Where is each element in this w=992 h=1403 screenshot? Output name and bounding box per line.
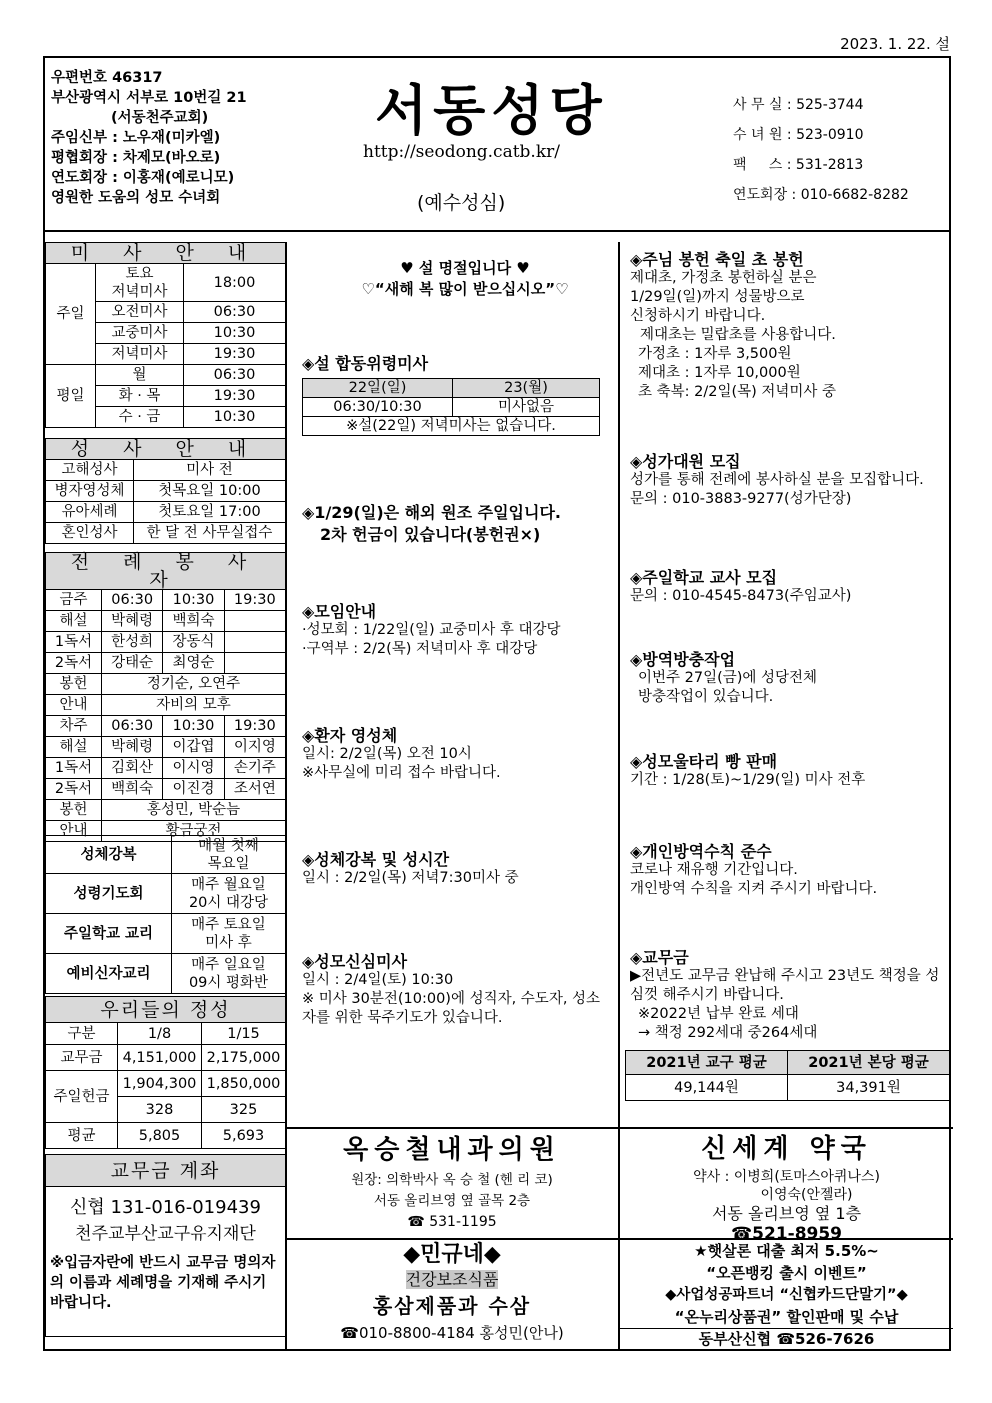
joint-cell: 06:30/10:30 — [303, 398, 453, 417]
sat-time: 18:00 — [184, 264, 286, 302]
srv-cell — [224, 632, 285, 653]
offering-cell: 4,151,000 — [118, 1045, 202, 1071]
account-box — [45, 1154, 286, 1337]
srv-cell: 봉헌 — [46, 800, 102, 821]
confession-time: 미사 전 — [134, 460, 286, 481]
tithe-average-table — [625, 1050, 950, 1101]
joint-head: 23(월) — [453, 379, 600, 398]
joint-memorial-title: ◈설 합동위령미사 — [302, 354, 429, 373]
office-phone: 사 무 실 : 525-3744 — [733, 97, 864, 113]
offering-cell: 5,693 — [202, 1123, 286, 1149]
meeting-section — [300, 602, 630, 659]
sick-line: 일시: 2/2일(목) 오전 10시 — [302, 746, 472, 762]
wed-time: 10:30 — [184, 407, 286, 428]
clinic-phone: ☎ 531-1195 — [407, 1214, 497, 1230]
teacher-line: 문의 : 010-4545-8473(주임교사) — [630, 588, 852, 604]
marriage-time: 한 달 전 사무실접수 — [134, 523, 286, 544]
sick-line: ※사무실에 미리 접수 바랍니다. — [302, 765, 501, 781]
srv-cell: 2독서 — [46, 779, 102, 800]
marriage: 혼인성사 — [46, 523, 134, 544]
mass-table — [45, 242, 286, 428]
candle-line: 초 축복: 2/2일(목) 저녁미사 중 — [638, 384, 837, 400]
joint-head: 22일(일) — [303, 379, 453, 398]
srv-cell: 조서연 — [224, 779, 285, 800]
srv-cell: 10:30 — [163, 590, 224, 611]
marian-line: 일시 : 2/4일(토) 10:30 — [302, 972, 454, 988]
srv-cell: 백희숙 — [163, 611, 224, 632]
srv-cell: 장동식 — [163, 632, 224, 653]
sacrament-table — [45, 438, 286, 544]
offering-cell: 5,805 — [118, 1123, 202, 1149]
event-time: 매주 토요일 미사 후 — [172, 914, 286, 954]
event-name: 성체강복 — [46, 836, 172, 874]
pastor: 주임신부 : 노우재(미카엘) — [51, 130, 221, 146]
sick-communion-section — [300, 726, 630, 783]
srv-cell: 10:30 — [163, 716, 224, 737]
event-time: 매월 첫째 목요일 — [172, 836, 286, 874]
pharmacy-line: 약사 : 이병희(토마스아퀴나스) — [693, 1169, 880, 1185]
mass-title: 미 사 안 내 — [46, 243, 286, 264]
choir-section — [630, 452, 953, 509]
wed-mass: 수 · 금 — [96, 407, 184, 428]
srv-cell: 백희숙 — [102, 779, 163, 800]
srv-cell — [224, 653, 285, 674]
offering-cell: 328 — [118, 1097, 202, 1123]
joint-memorial-table — [302, 378, 600, 436]
srv-cell: 자비의 모후 — [102, 695, 286, 716]
candle-line: 가정초 : 1자루 3,500원 — [638, 346, 792, 362]
clinic-doctor: 원장: 의학박사 옥 승 철 (헨 리 코) — [351, 1172, 553, 1188]
event-time: 매주 일요일 09시 평화반 — [172, 954, 286, 994]
offering-cell: 교무금 — [46, 1045, 118, 1071]
account-number: 신협 131-016-019439 — [70, 1197, 261, 1218]
covid-section — [630, 842, 953, 899]
sick-communion: 병자영성체 — [46, 481, 134, 502]
morning-time: 06:30 — [184, 302, 286, 323]
srv-cell: 김회산 — [102, 758, 163, 779]
contact-list — [733, 90, 909, 210]
srv-cell: 06:30 — [102, 716, 163, 737]
candle-line: 신청하시기 바랍니다. — [630, 308, 766, 324]
srv-cell: 안내 — [46, 821, 102, 842]
greeting-line: ♥ 설 명절입니다 ♥ — [400, 259, 530, 277]
candle-line: 1/29일(일)까지 성물방으로 — [630, 289, 805, 305]
srv-cell: 이시영 — [163, 758, 224, 779]
church-info — [51, 68, 247, 208]
srv-cell: 황금궁전 — [102, 821, 286, 842]
minkyune-phone: ☎010-8800-4184 홍성민(안나) — [340, 1324, 564, 1342]
srv-cell: 해설 — [46, 611, 102, 632]
greeting-line: ♡“새해 복 많이 받으십시오”♡ — [361, 280, 569, 298]
srv-cell: 홍성민, 박순늠 — [102, 800, 286, 821]
bread-title: ◈성모울타리 빵 판매 — [630, 752, 778, 771]
adoration-title: ◈성체강복 및 성시간 — [302, 850, 450, 869]
marian-mass-section — [300, 952, 630, 1028]
candle-line: 제대초 : 1자루 10,000원 — [638, 365, 801, 381]
srv-cell: 정기순, 오연주 — [102, 674, 286, 695]
tithe-line: → 책정 292세대 중264세대 — [638, 1025, 818, 1041]
adoration-section — [300, 850, 630, 888]
pest-line: 방충작업이 있습니다. — [638, 689, 774, 705]
joint-note: ※설(22일) 저녁미사는 없습니다. — [303, 417, 600, 436]
credit-union-ad — [620, 1240, 953, 1349]
srv-cell: 강태순 — [102, 653, 163, 674]
main-mass: 교중미사 — [96, 323, 184, 344]
offering-head: 구분 — [46, 1023, 118, 1045]
sick-communion-time: 첫목요일 10:00 — [134, 481, 286, 502]
minkyune-tagline: 건강보조식품 — [405, 1270, 499, 1289]
bank-line: “온누리상품권” 할인판매 및 수납 — [674, 1308, 899, 1326]
overseas-notice — [300, 502, 630, 546]
event-name: 예비신자교리 — [46, 954, 172, 994]
greeting — [300, 258, 630, 300]
infant-baptism: 유아세례 — [46, 502, 134, 523]
pest-section — [630, 650, 953, 707]
candle-line: 제대초는 밀랍초를 사용합니다. — [640, 327, 836, 343]
srv-cell: 19:30 — [224, 590, 285, 611]
clinic-name: 옥승철내과의원 — [343, 1135, 561, 1165]
avg-head: 2021년 교구 평균 — [626, 1051, 788, 1075]
srv-cell: 1독서 — [46, 758, 102, 779]
srv-cell: 해설 — [46, 737, 102, 758]
avg-value: 34,391원 — [788, 1075, 950, 1101]
mon-mass: 월 — [96, 365, 184, 386]
srv-cell: 한성희 — [102, 632, 163, 653]
evening-time: 19:30 — [184, 344, 286, 365]
event-name: 성령기도회 — [46, 874, 172, 914]
srv-cell: 06:30 — [102, 590, 163, 611]
youth-phone: 연도회장 : 010-6682-8282 — [733, 187, 909, 203]
event-name: 주일학교 교리 — [46, 914, 172, 954]
main-time: 10:30 — [184, 323, 286, 344]
pharmacy-line: 이영숙(안젤라) — [760, 1187, 853, 1203]
next-week: 차주 — [46, 716, 102, 737]
srv-cell: 최영순 — [163, 653, 224, 674]
teacher-title: ◈주일학교 교사 모집 — [630, 568, 778, 587]
sat-mass: 토요 저녁미사 — [96, 264, 184, 302]
church-title: 서동성당 — [375, 78, 608, 142]
tue-mass: 화 · 목 — [96, 386, 184, 407]
confession: 고해성사 — [46, 460, 134, 481]
srv-cell: 이갑엽 — [163, 737, 224, 758]
offering-cell: 주일헌금 — [46, 1071, 118, 1123]
this-week: 금주 — [46, 590, 102, 611]
tue-time: 19:30 — [184, 386, 286, 407]
choir-line: 성가를 통해 전례에 봉사하실 분을 모집합니다. — [630, 472, 924, 488]
clinic-ad — [287, 1130, 617, 1233]
meeting-line: ·구역부 : 2/2(목) 저녁미사 후 대강당 — [302, 641, 538, 657]
postal-code: 우편번호 46317 — [51, 70, 163, 86]
avg-value: 49,144원 — [626, 1075, 788, 1101]
pest-line: 이번주 27일(금)에 성당전체 — [638, 670, 818, 686]
srv-cell: 1독서 — [46, 632, 102, 653]
offering-cell: 평균 — [46, 1123, 118, 1149]
fax: 팩 스 : 531-2813 — [733, 157, 864, 173]
events-table — [45, 835, 286, 994]
tithe-line: ▶전년도 교무금 완납해 주시고 23년도 책정을 성심껏 해주시기 바랍니다. — [630, 968, 940, 1003]
pest-title: ◈방역방충작업 — [630, 650, 736, 669]
bulletin-body — [43, 232, 951, 1351]
offering-cell: 2,175,000 — [202, 1045, 286, 1071]
bread-section — [630, 752, 953, 790]
joint-cell: 미사없음 — [453, 398, 600, 417]
church-url[interactable]: http://seodong.catb.kr/ — [363, 142, 560, 162]
bank-line: ★햇살론 대출 최저 5.5%~ — [694, 1242, 879, 1260]
issue-date: 2023. 1. 22. 설 — [840, 35, 950, 53]
bank-line: “오픈뱅킹 출시 이벤트” — [706, 1264, 867, 1282]
offering-head: 1/8 — [118, 1023, 202, 1045]
srv-cell: 이지영 — [224, 737, 285, 758]
church-alt-name: (서동천주교회) — [111, 110, 209, 126]
bank-contact: 동부산신협 ☎526-7626 — [620, 1328, 953, 1349]
srv-cell: 박혜령 — [102, 737, 163, 758]
morning-mass: 오전미사 — [96, 302, 184, 323]
account-title: 교무금 계좌 — [46, 1155, 286, 1187]
srv-cell: 이진경 — [163, 779, 224, 800]
pharmacy-phone: ☎521-8959 — [730, 1224, 843, 1244]
mon-time: 06:30 — [184, 365, 286, 386]
overseas-line: 2차 헌금이 있습니다(봉헌권×) — [320, 525, 541, 544]
covid-title: ◈개인방역수칙 준수 — [630, 842, 772, 861]
offering-title: 우리들의 정성 — [46, 997, 286, 1023]
account-holder: 천주교부산교구유지재단 — [75, 1224, 256, 1244]
address: 부산광역시 서부로 10번길 21 — [51, 90, 247, 106]
pharmacy-ad — [620, 1130, 953, 1244]
servers-title: 전 례 봉 사 자 — [46, 553, 286, 590]
bulletin-header — [43, 56, 951, 232]
tithe-line: ※2022년 납부 완료 세대 — [638, 1006, 799, 1022]
sacrament-title: 성 사 안 내 — [46, 439, 286, 460]
minkyune-ad — [287, 1240, 617, 1344]
srv-cell: 2독서 — [46, 653, 102, 674]
srv-cell: 봉헌 — [46, 674, 102, 695]
tithe-title: ◈교무금 — [630, 948, 689, 967]
offering-cell: 1,850,000 — [202, 1071, 286, 1097]
church-subtitle: (예수성심) — [417, 192, 506, 214]
choir-line: 문의 : 010-3883-9277(성가단장) — [630, 491, 852, 507]
offering-head: 1/15 — [202, 1023, 286, 1045]
adoration-line: 일시 : 2/2일(목) 저녁7:30미사 중 — [302, 870, 519, 886]
weekday-label: 평일 — [46, 365, 96, 428]
bread-line: 기간 : 1/28(토)~1/29(일) 미사 전후 — [630, 772, 866, 788]
candle-title: ◈주님 봉헌 축일 초 봉헌 — [630, 250, 804, 269]
sick-title: ◈환자 영성체 — [302, 726, 398, 745]
pharmacy-name: 신세계 약국 — [701, 1134, 872, 1164]
event-time: 매주 월요일 20시 대강당 — [172, 874, 286, 914]
srv-cell: 19:30 — [224, 716, 285, 737]
marian-title: ◈성모신심미사 — [302, 952, 408, 971]
srv-cell: 박혜령 — [102, 611, 163, 632]
account-note: ※입금자란에 반드시 교무금 명의자의 이름과 세례명을 기재해 주시기 바랍니다. — [50, 1255, 276, 1311]
covid-line: 개인방역 수칙을 지켜 주시기 바랍니다. — [630, 881, 878, 897]
srv-cell: 안내 — [46, 695, 102, 716]
minkyune-name: ◆민규네◆ — [403, 1242, 501, 1267]
marian-line: ※ 미사 30분전(10:00)에 성직자, 수도자, 성소자를 위한 묵주기도가 있습니다. — [302, 991, 601, 1026]
srv-cell: 손기주 — [224, 758, 285, 779]
srv-cell — [224, 611, 285, 632]
evening-mass: 저녁미사 — [96, 344, 184, 365]
covid-line: 코로나 재유행 기간입니다. — [630, 862, 798, 878]
sisters: 영원한 도움의 성모 수녀회 — [51, 190, 221, 206]
overseas-line: ◈1/29(일)은 해외 원조 주일입니다. — [302, 503, 561, 522]
convent-phone: 수 녀 원 : 523-0910 — [733, 127, 864, 143]
council-president: 평협회장 : 차제모(바오로) — [51, 150, 221, 166]
servers-table — [45, 552, 286, 842]
tithe-section — [630, 948, 953, 1043]
choir-title: ◈성가대원 모집 — [630, 452, 741, 471]
clinic-address: 서동 올리브영 옆 골목 2층 — [373, 1193, 531, 1209]
meeting-line: ·성모회 : 1/22일(일) 교중미사 후 대강당 — [302, 622, 561, 638]
offering-cell: 325 — [202, 1097, 286, 1123]
minkyune-products: 홍삼제품과 수삼 — [372, 1294, 532, 1318]
bank-line: ◆사업성공파트너 “신협카드단말기”◆ — [665, 1287, 908, 1303]
candle-line: 제대초, 가정초 봉헌하실 분은 — [630, 270, 817, 286]
pharmacy-line: 서동 올리브영 옆 1층 — [711, 1204, 862, 1223]
meeting-title: ◈모임안내 — [302, 602, 377, 621]
candle-section — [630, 250, 953, 402]
infant-baptism-time: 첫토요일 17:00 — [134, 502, 286, 523]
sunday-label: 주일 — [46, 264, 96, 365]
youth-president: 연도회장 : 이홍재(예로니모) — [51, 170, 235, 186]
offering-cell: 1,904,300 — [118, 1071, 202, 1097]
teacher-section — [630, 568, 953, 606]
avg-head: 2021년 본당 평균 — [788, 1051, 950, 1075]
offering-table — [45, 996, 286, 1149]
